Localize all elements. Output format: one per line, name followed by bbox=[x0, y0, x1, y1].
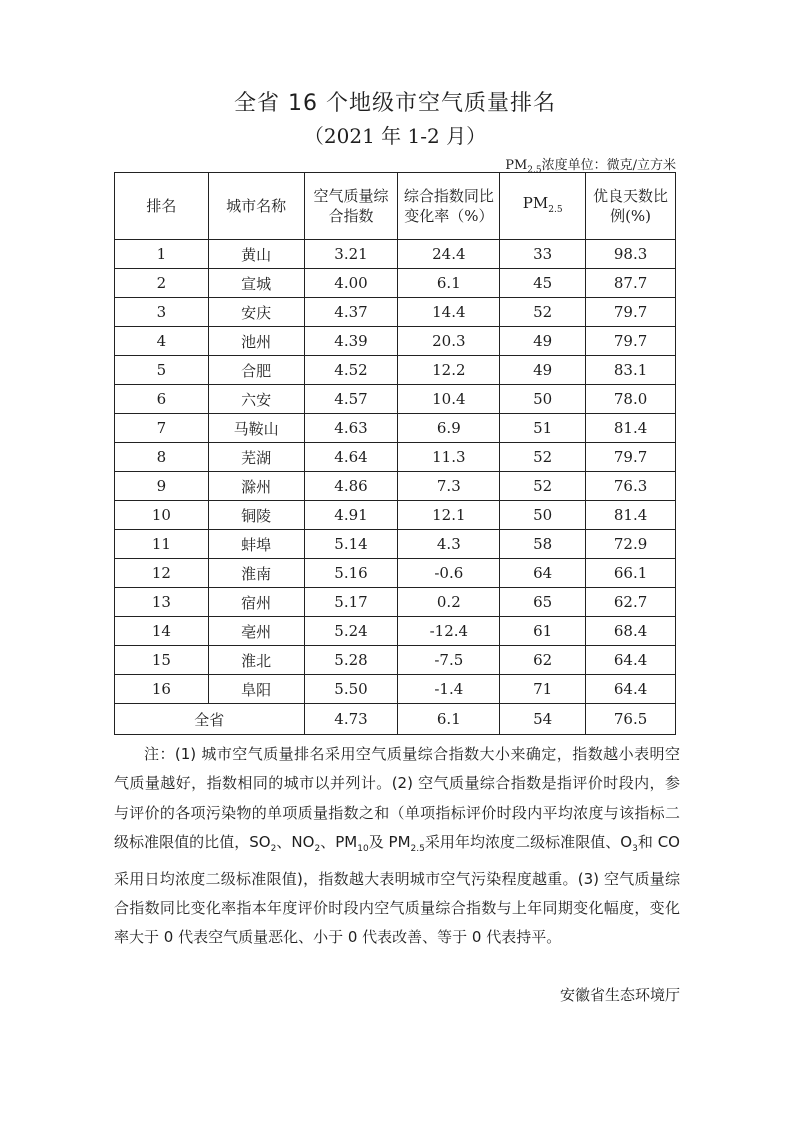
cell-good-days: 83.1 bbox=[586, 356, 676, 385]
cell-rank: 2 bbox=[115, 269, 209, 298]
cell-city: 蚌埠 bbox=[208, 530, 304, 559]
ranking-table bbox=[114, 172, 676, 735]
cell-city: 铜陵 bbox=[208, 501, 304, 530]
cell-city: 马鞍山 bbox=[208, 414, 304, 443]
cell-good-days: 79.7 bbox=[586, 327, 676, 356]
cell-rank: 11 bbox=[115, 530, 209, 559]
cell-city: 六安 bbox=[208, 385, 304, 414]
cell-index: 5.24 bbox=[304, 617, 398, 646]
table-row bbox=[115, 646, 676, 675]
cell-pm25: 62 bbox=[500, 646, 586, 675]
total-index: 4.73 bbox=[304, 704, 398, 735]
cell-rank: 3 bbox=[115, 298, 209, 327]
cell-rank: 4 bbox=[115, 327, 209, 356]
table-row bbox=[115, 327, 676, 356]
cell-pm25: 52 bbox=[500, 298, 586, 327]
cell-rank: 5 bbox=[115, 356, 209, 385]
cell-pm25: 51 bbox=[500, 414, 586, 443]
table-row bbox=[115, 675, 676, 704]
cell-pm25: 49 bbox=[500, 356, 586, 385]
cell-change: 12.1 bbox=[398, 501, 500, 530]
cell-good-days: 72.9 bbox=[586, 530, 676, 559]
cell-pm25: 71 bbox=[500, 675, 586, 704]
cell-pm25: 61 bbox=[500, 617, 586, 646]
cell-rank: 13 bbox=[115, 588, 209, 617]
cell-good-days: 64.4 bbox=[586, 646, 676, 675]
header-change: 综合指数同比 变化率（%） bbox=[398, 173, 500, 240]
cell-index: 4.86 bbox=[304, 472, 398, 501]
table-body bbox=[115, 240, 676, 704]
cell-city: 池州 bbox=[208, 327, 304, 356]
cell-city: 宿州 bbox=[208, 588, 304, 617]
notes-paragraph: 注：(1) 城市空气质量排名采用空气质量综合指数大小来确定，指数越小表明空气质量越好，指数相同的城市以并列计。(2) 空气质量综合指数是指评价时段内，参与评价的各项污染物的单项质量指数之和（单项指标评价时段内平均浓度与该指标二级标准限值的比值，$SO_2$、$NO_2$、$PM_{10}$及 $PM_{2.5}$采用年均浓度二级标准限值、$O_3$和 CO 采用日均浓度二级标准限值)，指数越大表明城市空气污染程度越重。(3) 空气质量综合指数同比变化率指本年度评价时段内空气质量综合指数与上年同期变化幅度，变化率大于 0 代表空气质量恶化、小于 0 代表改善、等于 0 代表持平。 bbox=[114, 745, 680, 947]
cell-pm25: 50 bbox=[500, 385, 586, 414]
cell-index: 5.50 bbox=[304, 675, 398, 704]
cell-pm25: 33 bbox=[500, 240, 586, 269]
cell-change: 4.3 bbox=[398, 530, 500, 559]
cell-good-days: 66.1 bbox=[586, 559, 676, 588]
table-row bbox=[115, 530, 676, 559]
table-row bbox=[115, 501, 676, 530]
cell-city: 亳州 bbox=[208, 617, 304, 646]
cell-good-days: 76.3 bbox=[586, 472, 676, 501]
cell-rank: 16 bbox=[115, 675, 209, 704]
cell-good-days: 79.7 bbox=[586, 443, 676, 472]
document-subtitle: （2021 年 1-2 月） bbox=[303, 124, 487, 148]
cell-rank: 12 bbox=[115, 559, 209, 588]
cell-good-days: 98.3 bbox=[586, 240, 676, 269]
cell-change: -12.4 bbox=[398, 617, 500, 646]
cell-city: 淮北 bbox=[208, 646, 304, 675]
cell-rank: 6 bbox=[115, 385, 209, 414]
issuer-signature: 安徽省生态环境厅 bbox=[559, 986, 680, 1004]
cell-city: 阜阳 bbox=[208, 675, 304, 704]
table-row bbox=[115, 472, 676, 501]
cell-city: 黄山 bbox=[208, 240, 304, 269]
table-row bbox=[115, 617, 676, 646]
header-index: 空气质量综 合指数 bbox=[304, 173, 398, 240]
cell-good-days: 68.4 bbox=[586, 617, 676, 646]
cell-change: -7.5 bbox=[398, 646, 500, 675]
table-row bbox=[115, 588, 676, 617]
document-title: 全省 16 个地级市空气质量排名 bbox=[234, 91, 556, 116]
cell-city: 芜湖 bbox=[208, 443, 304, 472]
cell-city: 滁州 bbox=[208, 472, 304, 501]
cell-index: 4.63 bbox=[304, 414, 398, 443]
total-change: 6.1 bbox=[398, 704, 500, 735]
cell-change: 7.3 bbox=[398, 472, 500, 501]
cell-change: 10.4 bbox=[398, 385, 500, 414]
header-good-days: 优良天数比 例(%) bbox=[586, 173, 676, 240]
cell-index: 4.64 bbox=[304, 443, 398, 472]
cell-change: -0.6 bbox=[398, 559, 500, 588]
cell-change: 20.3 bbox=[398, 327, 500, 356]
cell-index: 5.28 bbox=[304, 646, 398, 675]
total-label: 全省 bbox=[115, 704, 305, 735]
cell-good-days: 62.7 bbox=[586, 588, 676, 617]
header-rank: 排名 bbox=[115, 173, 209, 240]
cell-pm25: 64 bbox=[500, 559, 586, 588]
cell-good-days: 79.7 bbox=[586, 298, 676, 327]
cell-pm25: 45 bbox=[500, 269, 586, 298]
table-row bbox=[115, 559, 676, 588]
cell-index: 4.39 bbox=[304, 327, 398, 356]
table-row bbox=[115, 414, 676, 443]
cell-city: 安庆 bbox=[208, 298, 304, 327]
cell-good-days: 78.0 bbox=[586, 385, 676, 414]
total-good-days: 76.5 bbox=[586, 704, 676, 735]
cell-change: 0.2 bbox=[398, 588, 500, 617]
unit-note: $PM_{2.5}$浓度单位：微克/立方米 bbox=[505, 158, 676, 176]
total-row bbox=[115, 704, 676, 735]
total-pm25: 54 bbox=[500, 704, 586, 735]
cell-index: 4.91 bbox=[304, 501, 398, 530]
header-city: 城市名称 bbox=[208, 173, 304, 240]
cell-pm25: 49 bbox=[500, 327, 586, 356]
cell-index: 5.17 bbox=[304, 588, 398, 617]
cell-pm25: 58 bbox=[500, 530, 586, 559]
cell-index: 4.52 bbox=[304, 356, 398, 385]
cell-rank: 7 bbox=[115, 414, 209, 443]
cell-change: 6.9 bbox=[398, 414, 500, 443]
cell-city: 淮南 bbox=[208, 559, 304, 588]
cell-pm25: 50 bbox=[500, 501, 586, 530]
cell-index: 3.21 bbox=[304, 240, 398, 269]
cell-index: 5.16 bbox=[304, 559, 398, 588]
cell-good-days: 64.4 bbox=[586, 675, 676, 704]
cell-change: 6.1 bbox=[398, 269, 500, 298]
cell-index: 5.14 bbox=[304, 530, 398, 559]
cell-good-days: 87.7 bbox=[586, 269, 676, 298]
cell-rank: 14 bbox=[115, 617, 209, 646]
cell-index: 4.37 bbox=[304, 298, 398, 327]
cell-change: 12.2 bbox=[398, 356, 500, 385]
cell-index: 4.57 bbox=[304, 385, 398, 414]
cell-pm25: 65 bbox=[500, 588, 586, 617]
cell-good-days: 81.4 bbox=[586, 501, 676, 530]
cell-change: 11.3 bbox=[398, 443, 500, 472]
table-header-row bbox=[115, 173, 676, 240]
cell-rank: 10 bbox=[115, 501, 209, 530]
cell-good-days: 81.4 bbox=[586, 414, 676, 443]
table-row bbox=[115, 269, 676, 298]
table-row bbox=[115, 443, 676, 472]
cell-rank: 8 bbox=[115, 443, 209, 472]
cell-rank: 15 bbox=[115, 646, 209, 675]
table-row bbox=[115, 356, 676, 385]
table-row bbox=[115, 240, 676, 269]
cell-pm25: 52 bbox=[500, 443, 586, 472]
cell-change: 24.4 bbox=[398, 240, 500, 269]
table-row bbox=[115, 298, 676, 327]
cell-pm25: 52 bbox=[500, 472, 586, 501]
cell-change: -1.4 bbox=[398, 675, 500, 704]
cell-index: 4.00 bbox=[304, 269, 398, 298]
table-row bbox=[115, 385, 676, 414]
cell-city: 合肥 bbox=[208, 356, 304, 385]
cell-rank: 1 bbox=[115, 240, 209, 269]
cell-city: 宣城 bbox=[208, 269, 304, 298]
cell-change: 14.4 bbox=[398, 298, 500, 327]
header-pm25: $PM_{2.5}$ bbox=[500, 173, 586, 240]
cell-rank: 9 bbox=[115, 472, 209, 501]
